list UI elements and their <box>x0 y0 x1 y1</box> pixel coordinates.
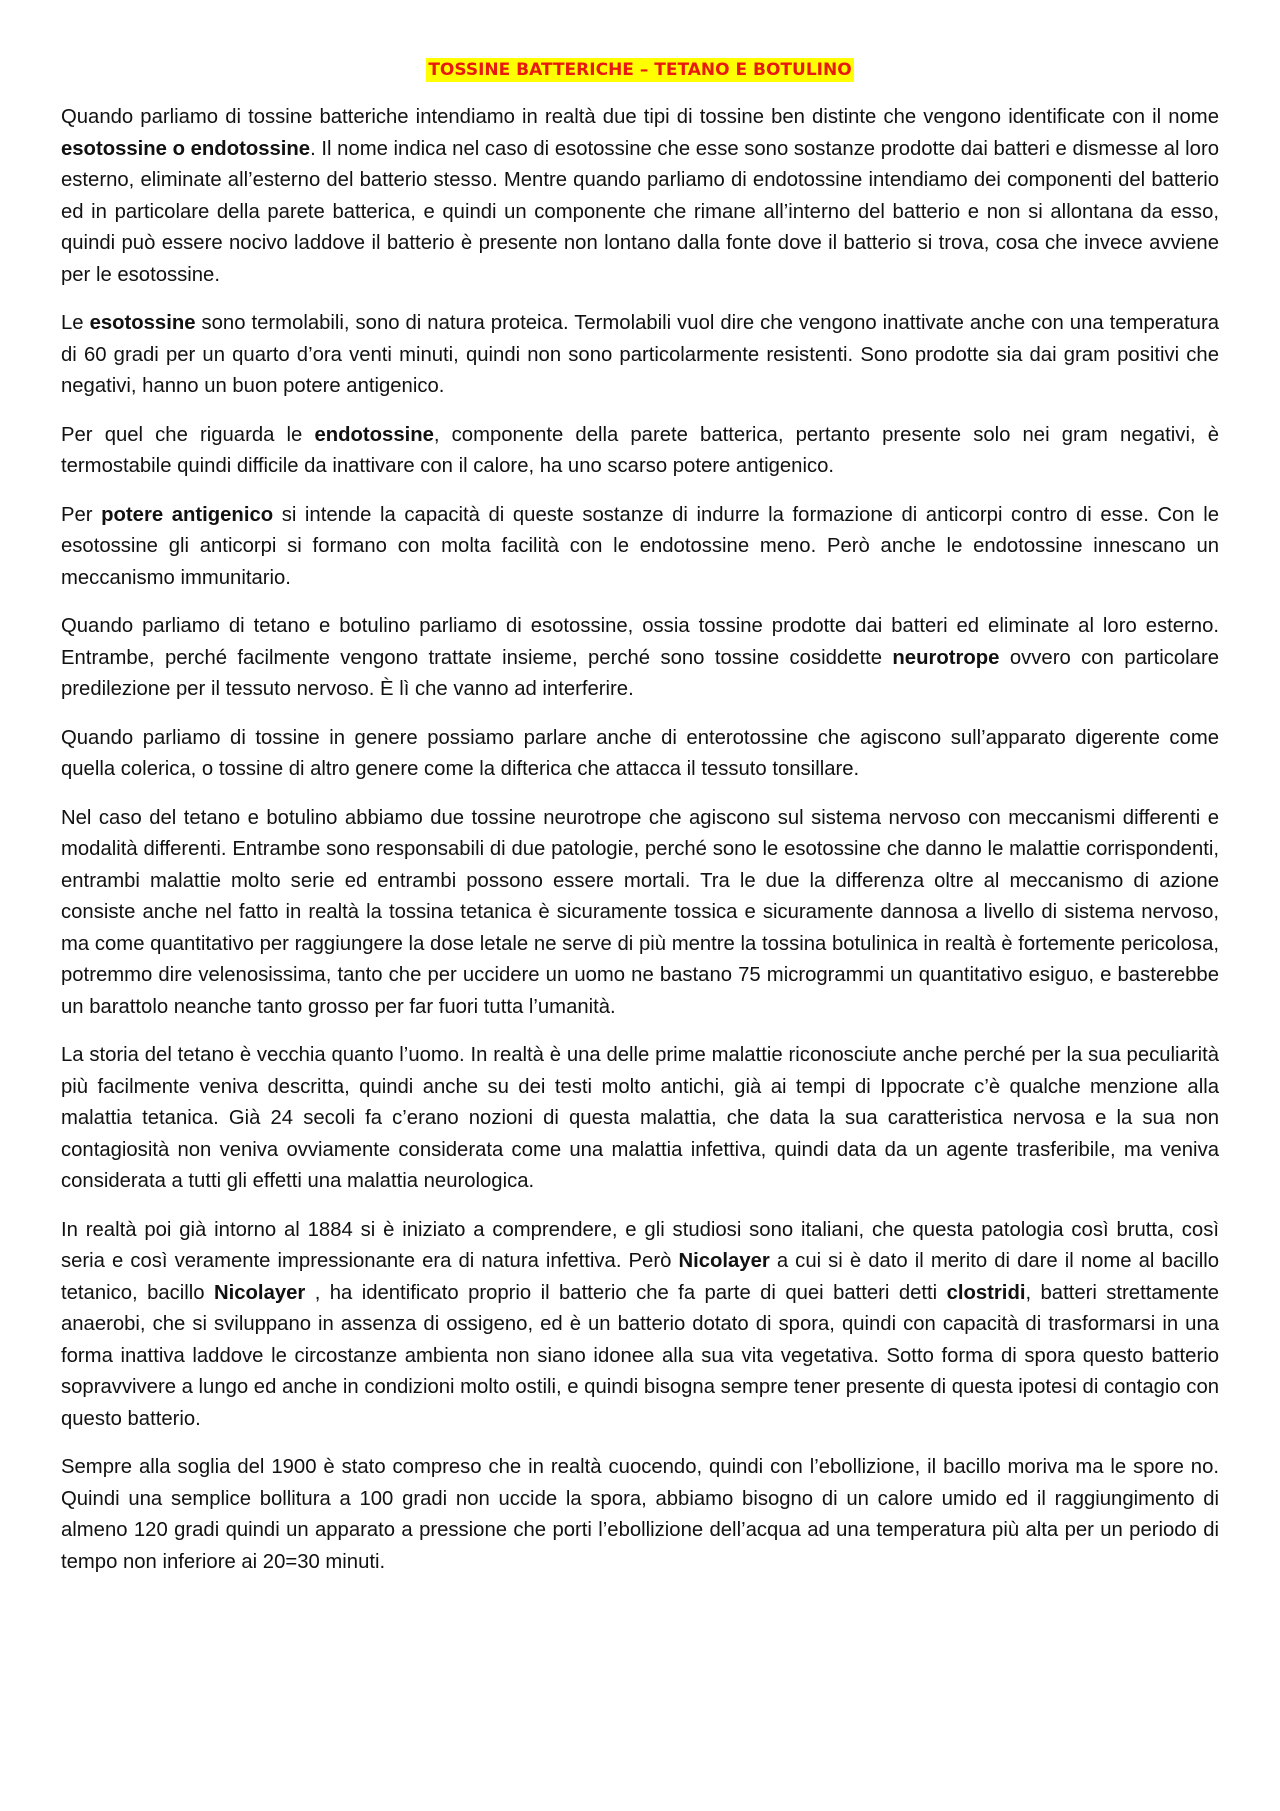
paragraph-6 <box>61 723 1219 786</box>
text-run: a cui si è dato il merito di dare il nome al bacillo tetanico, bacillo <box>61 1250 1219 1304</box>
text-run: . Il nome indica nel caso di esotossine che esse sono sostanze prodotte dai batteri e dismesse al loro esterno, eliminate all’esterno del batterio stesso. Mentre quando parliamo di endotossine intendiamo dei componenti del batterio ed in particolare della parete batterica, e quindi un componente che rimane all’interno del batterio e non si allontana da esso, quindi può essere nocivo laddove il batterio è presente non lontano dalla fonte dove il batterio si trova, cosa che invece avviene per le esotossine. <box>61 137 1219 286</box>
bold-term: neurotrope <box>892 646 1000 669</box>
text-run: , batteri strettamente anaerobi, che si sviluppano in assenza di ossigeno, ed è un batterio dotato di spora, quindi con capacità di trasformarsi in una forma inattiva laddove le circostanze ambienta non siano idonee alla sua vita vegetativa. Sotto forma di spora questo batterio sopravvivere a lungo ed anche in condizioni molto ostili, e quindi bisogna sempre tener presente di questa ipotesi di contagio con questo batterio. <box>61 1281 1220 1430</box>
document-body <box>61 102 1219 1578</box>
paragraph-2 <box>61 308 1219 403</box>
paragraph-10 <box>61 1452 1219 1578</box>
document-title: TOSSINE BATTERICHE – TETANO E BOTULINO <box>428 60 852 80</box>
paragraph-9 <box>61 1215 1219 1436</box>
paragraph-1 <box>61 102 1219 291</box>
text-run: , ha identificato proprio il batterio che fa parte di quei batteri detti <box>305 1281 947 1304</box>
bold-term: esotossine <box>89 312 196 334</box>
text-run: Quando parliamo di tetano e botulino parliamo di esotossine, ossia tossine prodotte dai batteri ed eliminate al loro esterno. Entrambe, perché facilmente vengono trattate insieme, perché sono tossine cosiddette <box>61 615 1219 669</box>
bold-term: esotossine o endotossine <box>61 137 311 160</box>
text-run: Quando parliamo di tossine in genere possiamo parlare anche di enterotossine che agiscono sull’apparato digerente come quella colerica, o tossine di altro genere come la difterica che attacca il tessuto tonsillare. <box>61 726 1219 780</box>
title-container <box>61 58 1219 84</box>
paragraph-5 <box>61 611 1219 706</box>
bold-term: potere antigenico <box>101 503 274 526</box>
text-run: Per <box>61 503 102 526</box>
bold-term: Nicolayer <box>213 1281 306 1304</box>
text-run: Le <box>61 312 90 334</box>
paragraph-4 <box>61 500 1219 595</box>
paragraph-7 <box>61 803 1219 1024</box>
bold-term: clostridi <box>946 1281 1026 1304</box>
text-run: ovvero con particolare predilezione per il tessuto nervoso. È lì che vanno ad interferire. <box>61 646 1219 700</box>
text-run: In realtà poi già intorno al 1884 si è iniziato a comprendere, e gli studiosi sono italiani, che questa patologia così brutta, così seria e così veramente impressionante era di natura infettiva. Però <box>61 1218 1219 1272</box>
text-run: , componente della parete batterica, pertanto presente solo nei gram negativi, è termostabile quindi difficile da inattivare con il calore, ha uno scarso potere antigenico. <box>61 423 1219 477</box>
paragraph-3 <box>61 420 1219 483</box>
text-run: Per quel che riguarda le <box>61 423 315 446</box>
text-run: Quando parliamo di tossine batteriche intendiamo in realtà due tipi di tossine ben distinte che vengono identificate con il nome <box>61 106 1219 128</box>
bold-term: Nicolayer <box>678 1250 770 1272</box>
paragraph-8 <box>61 1040 1219 1198</box>
text-run: sono termolabili, sono di natura proteica. Termolabili vuol dire che vengono inattivate anche con una temperatura di 60 gradi per un quarto d’ora venti minuti, quindi non sono particolarmente resistenti. Sono prodotte sia dai gram positivi che negativi, hanno un buon potere antigenico. <box>61 312 1219 397</box>
text-run: Nel caso del tetano e botulino abbiamo due tossine neurotrope che agiscono sul sistema nervoso con meccanismi differenti e modalità differenti. Entrambe sono responsabili di due patologie, perché sono le esotossine che danno le malattie corrispondenti, entrambi malattie molto serie ed entrambi possono essere mortali. Tra le due la differenza oltre al meccanismo di azione consiste anche nel fatto in realtà la tossina tetanica è sicuramente tossica e sicuramente dannosa a livello di sistema nervoso, ma come quantitativo per raggiungere la dose letale ne serve di più mentre la tossina botulinica in realtà è fortemente pericolosa, potremmo dire velenosissima, tanto che per uccidere un uomo ne bastano 75 microgrammi un quantitativo esiguo, e basterebbe un barattolo neanche tanto grosso per far fuori tutta l’umanità. <box>61 806 1219 1018</box>
text-run: si intende la capacità di queste sostanze di indurre la formazione di anticorpi contro di esse. Con le esotossine gli anticorpi si formano con molta facilità con le endotossine meno. Però anche le endotossine innescano un meccanismo immunitario. <box>61 503 1219 589</box>
text-run: Sempre alla soglia del 1900 è stato compreso che in realtà cuocendo, quindi con l’ebollizione, il bacillo moriva ma le spore no. Quindi una semplice bollitura a 100 gradi non uccide la spora, abbiamo bisogno di un calore umido ed il raggiungimento di almeno 120 gradi quindi un apparato a pressione che porti l’ebollizione dell’acqua ad una temperatura più alta per un periodo di tempo non inferiore ai 20=30 minuti. <box>61 1456 1219 1573</box>
text-run: La storia del tetano è vecchia quanto l’uomo. In realtà è una delle prime malattie riconosciute anche perché per la sua peculiarità più facilmente veniva descritta, quindi anche su dei testi molto antichi, già ai tempi di Ippocrate c’è qualche menzione alla malattia tetanica. Già 24 secoli fa c’erano nozioni di questa malattia, che data la sua caratteristica nervosa e la sua non contagiosità non veniva ovviamente considerata come una malattia infettiva, quindi data da un agente trasferibile, ma veniva considerata a tutti gli effetti una malattia neurologica. <box>61 1044 1219 1192</box>
bold-term: endotossine <box>314 423 434 446</box>
